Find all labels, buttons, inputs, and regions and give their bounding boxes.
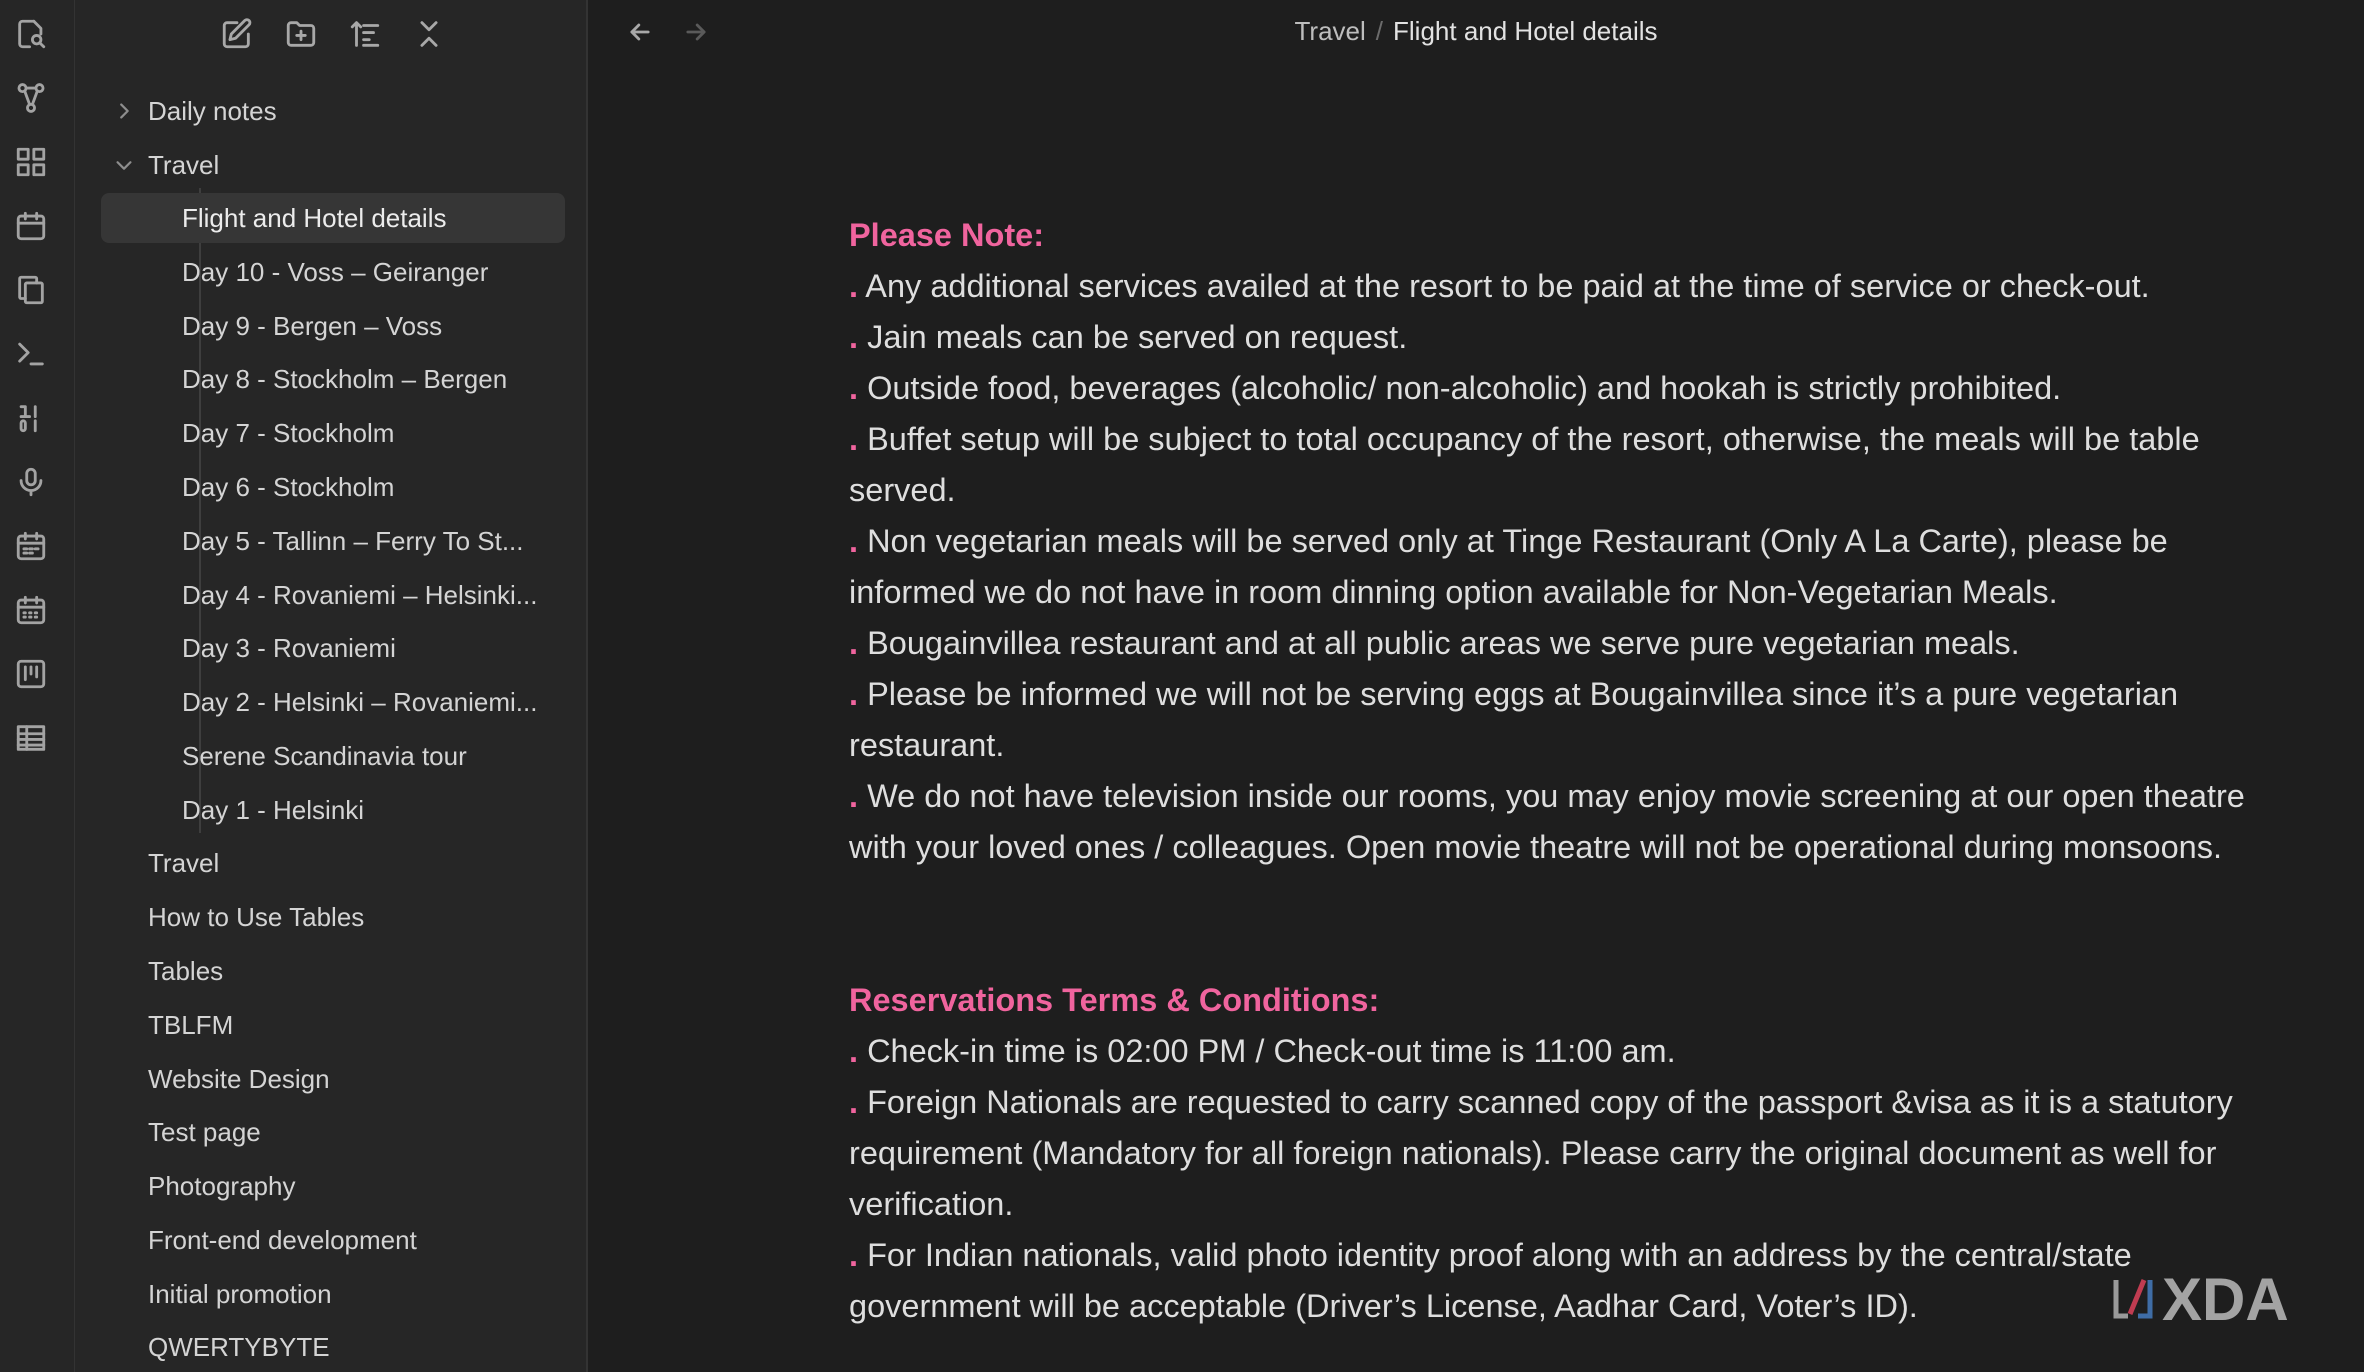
bullet: . bbox=[849, 1033, 859, 1069]
breadcrumb-separator: / bbox=[1375, 16, 1384, 46]
note-item: . Any additional services availed at the resort to be paid at the time of service or check-out. bbox=[849, 268, 2150, 304]
note-item: . Non vegetarian meals will be served only at Tinge Restaurant (Only A La Carte), please be informed we do not have in room dinning option available for Non-Vegetarian Meals. bbox=[849, 523, 2168, 610]
bullet: . bbox=[849, 778, 859, 814]
file-item[interactable]: Initial promotion bbox=[148, 1279, 332, 1309]
breadcrumb bbox=[588, 14, 2364, 48]
note-item: . Foreign Nationals are requested to carry scanned copy of the passport &visa as it is a statutory requirement (Mandatory for all foreign nationals). Please carry the original document as well for verification. bbox=[849, 1084, 2233, 1222]
file-item[interactable]: Front-end development bbox=[148, 1225, 417, 1255]
file-item[interactable]: Day 7 - Stockholm bbox=[182, 418, 395, 448]
chevron-down-icon[interactable] bbox=[112, 140, 136, 190]
bullet: . bbox=[849, 1084, 859, 1120]
audio-recorder-icon[interactable] bbox=[0, 462, 62, 502]
command-palette-icon[interactable] bbox=[0, 334, 62, 374]
canvas-icon[interactable] bbox=[0, 142, 62, 182]
calendar-grid-icon[interactable] bbox=[0, 590, 62, 630]
editor-pane bbox=[588, 0, 2364, 1372]
graph-view-icon[interactable] bbox=[0, 78, 62, 118]
breadcrumb-current[interactable]: Flight and Hotel details bbox=[1393, 16, 1658, 46]
breadcrumb-parent[interactable]: Travel bbox=[1294, 16, 1366, 46]
file-item[interactable]: Day 2 - Helsinki – Rovaniemi... bbox=[182, 687, 538, 717]
daily-note-icon[interactable] bbox=[0, 206, 62, 246]
new-note-icon[interactable] bbox=[215, 12, 259, 56]
slides-icon[interactable] bbox=[0, 398, 62, 438]
section-heading: Reservations Terms & Conditions: bbox=[849, 982, 1380, 1018]
folder-travel[interactable]: Travel bbox=[148, 150, 220, 180]
file-item[interactable]: QWERTYBYTE bbox=[148, 1332, 330, 1362]
file-item[interactable]: Travel bbox=[148, 848, 220, 878]
collapse-all-icon[interactable] bbox=[407, 12, 451, 56]
left-ribbon bbox=[0, 0, 75, 1372]
note-item: . Bougainvillea restaurant and at all public areas we serve pure vegetarian meals. bbox=[849, 625, 2020, 661]
note-item: . Please be informed we will not be serving eggs at Bougainvillea since it’s a pure vegetarian restaurant. bbox=[849, 676, 2179, 763]
bullet: . bbox=[849, 523, 859, 559]
bullet: . bbox=[849, 625, 859, 661]
templates-icon[interactable] bbox=[0, 270, 62, 310]
file-item[interactable]: Test page bbox=[148, 1117, 261, 1147]
svg-text:XDA: XDA bbox=[2162, 1266, 2289, 1333]
file-item[interactable]: Tables bbox=[148, 956, 224, 986]
file-item[interactable]: How to Use Tables bbox=[148, 902, 365, 932]
open-quick-switcher-icon[interactable] bbox=[0, 14, 62, 54]
file-item[interactable]: TBLFM bbox=[148, 1010, 234, 1040]
folder-daily-notes[interactable]: Daily notes bbox=[148, 96, 277, 126]
chevron-right-icon[interactable] bbox=[112, 86, 136, 136]
bullet: . bbox=[849, 676, 859, 712]
new-folder-icon[interactable] bbox=[279, 12, 323, 56]
note-content[interactable] bbox=[849, 210, 2269, 1332]
file-item[interactable]: Day 6 - Stockholm bbox=[182, 472, 395, 502]
file-item[interactable]: Day 3 - Rovaniemi bbox=[182, 633, 396, 663]
file-item[interactable]: Day 9 - Bergen – Voss bbox=[182, 311, 443, 341]
spacer bbox=[849, 873, 2269, 975]
file-item-active[interactable]: Flight and Hotel details bbox=[101, 193, 565, 243]
table-icon[interactable] bbox=[0, 718, 62, 758]
kanban-icon[interactable] bbox=[0, 654, 62, 694]
note-item: . For Indian nationals, valid photo identity proof along with an address by the central/state government will be acceptable (Driver’s License, Aadhar Card, Voter’s ID). bbox=[849, 1237, 2132, 1324]
file-item[interactable]: Serene Scandinavia tour bbox=[182, 741, 467, 771]
xda-watermark-logo bbox=[2110, 1262, 2336, 1334]
sort-icon[interactable] bbox=[343, 12, 387, 56]
bullet: . bbox=[849, 1237, 859, 1273]
file-item[interactable]: Website Design bbox=[148, 1064, 330, 1094]
note-item: . Jain meals can be served on request. bbox=[849, 319, 1408, 355]
section-heading: Please Note: bbox=[849, 217, 1045, 253]
file-item[interactable]: Photography bbox=[148, 1171, 296, 1201]
bullet: . bbox=[849, 421, 859, 457]
bullet: . bbox=[849, 370, 859, 406]
file-item[interactable]: Day 1 - Helsinki bbox=[182, 795, 365, 825]
calendar-icon[interactable] bbox=[0, 526, 62, 566]
note-item: . Buffet setup will be subject to total occupancy of the resort, otherwise, the meals will be table served. bbox=[849, 421, 2200, 508]
bullet: . bbox=[849, 319, 859, 355]
note-item: . We do not have television inside our rooms, you may enjoy movie screening at our open theatre with your loved ones / colleagues. Open movie theatre will not be operational during monsoons. bbox=[849, 778, 2245, 865]
note-item: . Check-in time is 02:00 PM / Check-out time is 11:00 am. bbox=[849, 1033, 1676, 1069]
file-item[interactable]: Day 4 - Rovaniemi – Helsinki... bbox=[182, 580, 538, 610]
file-item[interactable]: Day 10 - Voss – Geiranger bbox=[182, 257, 489, 287]
bullet: . bbox=[849, 268, 859, 304]
file-item[interactable]: Day 5 - Tallinn – Ferry To St... bbox=[182, 526, 524, 556]
file-item[interactable]: Day 8 - Stockholm – Bergen bbox=[182, 364, 508, 394]
note-item: . Outside food, beverages (alcoholic/ non-alcoholic) and hookah is strictly prohibited. bbox=[849, 370, 2062, 406]
